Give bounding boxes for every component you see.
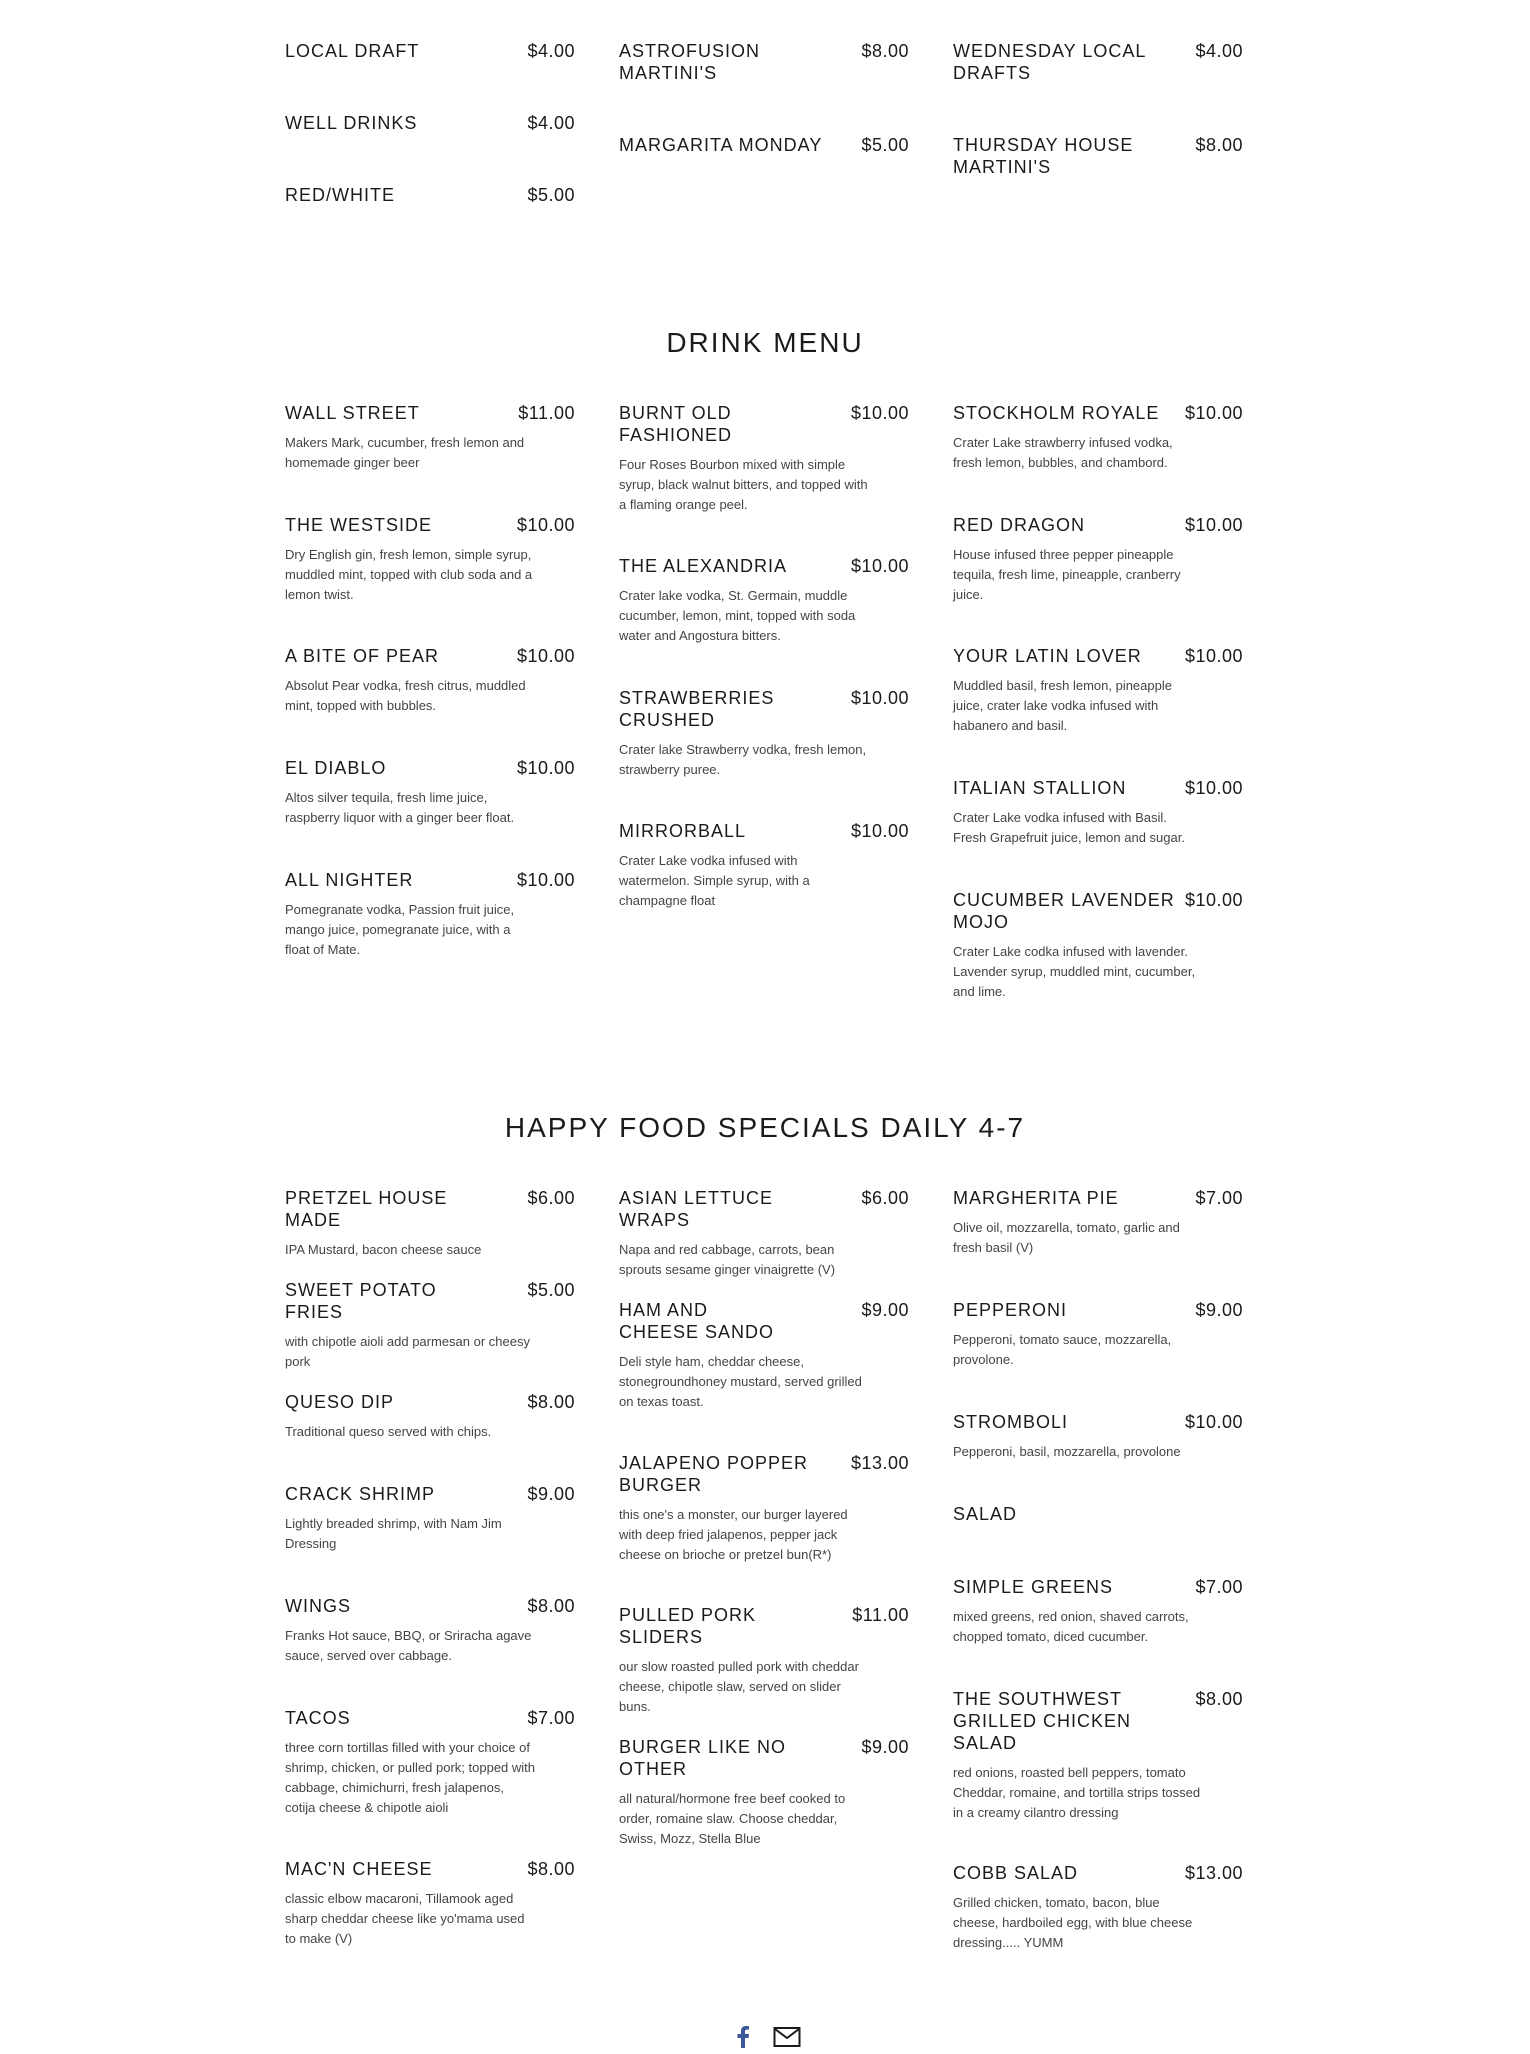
item-description: Absolut Pear vodka, fresh citrus, muddled mint, topped with bubbles.	[285, 678, 526, 713]
item-description: Grilled chicken, tomato, bacon, blue cheese, hardboiled egg, with blue cheese dressing..... YUMM	[953, 1895, 1193, 1950]
item-price: $10.00	[516, 515, 575, 535]
menu-item	[953, 402, 1243, 514]
item-description: all natural/hormone free beef cooked to order, romaine slaw. Choose cheddar, Swiss, Mozz, Stella Blue	[619, 1791, 846, 1846]
item-price: $10.00	[1184, 403, 1243, 423]
menu-item	[619, 1604, 909, 1736]
item-name: THE ALEXANDRIA	[619, 556, 788, 576]
item-price: $7.00	[1195, 1577, 1243, 1597]
item-name: MARGARITA MONDAY	[619, 135, 823, 155]
item-price: $7.00	[1195, 1188, 1243, 1208]
item-name: CUCUMBER LAVENDER MOJO	[953, 890, 1175, 932]
drink-col-3	[953, 402, 1243, 1002]
item-description: IPA Mustard, bacon cheese sauce	[285, 1242, 482, 1257]
item-description: Crater Lake codka infused with lavender. Lavender syrup, muddled mint, cucumber, and lime.	[953, 944, 1196, 999]
item-price: $8.00	[527, 1859, 575, 1879]
menu-item	[953, 514, 1243, 645]
item-price: $10.00	[850, 556, 909, 576]
item-price: $13.00	[1184, 1863, 1243, 1883]
menu-item	[953, 1187, 1243, 1299]
item-price: $10.00	[516, 758, 575, 778]
item-price: $10.00	[850, 688, 909, 708]
item-description: our slow roasted pulled pork with cheddar cheese, chipotle slaw, served on slider buns.	[619, 1659, 859, 1714]
food-col-2	[619, 1187, 909, 1953]
item-name: CRACK SHRIMP	[285, 1484, 436, 1504]
menu-item	[619, 134, 909, 156]
item-description: Makers Mark, cucumber, fresh lemon and homemade ginger beer	[285, 435, 525, 470]
menu-item	[953, 1576, 1243, 1688]
menu-item	[953, 40, 1243, 84]
item-name: RED DRAGON	[953, 515, 1086, 535]
item-name: SALAD	[953, 1504, 1018, 1524]
menu-item	[953, 1299, 1243, 1411]
item-price: $10.00	[850, 821, 909, 841]
item-name: MIRRORBALL	[619, 821, 747, 841]
item-description: mixed greens, red onion, shaved carrots, chopped tomato, diced cucumber.	[953, 1609, 1189, 1644]
item-name: RED/WHITE	[285, 185, 395, 205]
item-name: SIMPLE GREENS	[953, 1577, 1114, 1597]
specials-col-3	[953, 40, 1243, 206]
item-description: Altos silver tequila, fresh lime juice, raspberry liquor with a ginger beer float.	[285, 790, 515, 825]
item-price: $5.00	[527, 185, 575, 205]
item-description: Crater lake vodka, St. Germain, muddle cucumber, lemon, mint, topped with soda water and Angostura bitters.	[619, 588, 856, 643]
item-name: THE SOUTHWEST GRILLED CHICKEN SALAD	[953, 1689, 1132, 1753]
item-price: $5.00	[527, 1280, 575, 1300]
item-description: Crater Lake vodka infused with Basil. Fresh Grapefruit juice, lemon and sugar.	[953, 810, 1185, 845]
item-name: ALL NIGHTER	[285, 870, 414, 890]
item-description: Pepperoni, tomato sauce, mozzarella, provolone.	[953, 1332, 1172, 1367]
item-description: this one's a monster, our burger layered with deep fried jalapenos, pepper jack cheese on brioche or pretzel bun(R*)	[619, 1507, 848, 1562]
menu-item	[619, 687, 909, 820]
item-price: $11.00	[852, 1605, 909, 1625]
item-name: STOCKHOLM ROYALE	[953, 403, 1160, 423]
item-description: Pepperoni, basil, mozzarella, provolone	[953, 1444, 1181, 1459]
menu-item	[953, 889, 1243, 1002]
item-name: COBB SALAD	[953, 1863, 1079, 1883]
menu-item	[619, 820, 909, 911]
item-name: PRETZEL HOUSE MADE	[285, 1188, 448, 1230]
item-name: SWEET POTATO FRIES	[285, 1280, 437, 1322]
item-price: $4.00	[1195, 41, 1243, 61]
item-name: WALL STREET	[285, 403, 420, 423]
drink-menu-section	[285, 402, 1245, 1002]
menu-item	[285, 645, 575, 757]
item-name: PULLED PORK SLIDERS	[619, 1605, 757, 1647]
item-price: $10.00	[516, 870, 575, 890]
item-description: classic elbow macaroni, Tillamook aged sharp cheddar cheese like yo'mama used to make (V)	[285, 1891, 525, 1946]
item-price: $10.00	[1184, 1412, 1243, 1432]
menu-item	[619, 1187, 909, 1299]
item-description: three corn tortillas filled with your choice of shrimp, chicken, or pulled pork; topped with cabbage, chimichurri, fresh jalapenos, cotija cheese & chipotle aioli	[285, 1740, 536, 1815]
item-price: $9.00	[527, 1484, 575, 1504]
item-description: Deli style ham, cheddar cheese, stonegroundhoney mustard, served grilled on texas toast.	[619, 1354, 862, 1409]
item-description: Traditional queso served with chips.	[285, 1424, 492, 1439]
item-name: WELL DRINKS	[285, 113, 418, 133]
item-price: $6.00	[527, 1188, 575, 1208]
item-price: $5.00	[861, 135, 909, 155]
menu-item	[953, 645, 1243, 777]
menu-item	[619, 1736, 909, 1849]
item-price: $10.00	[1184, 890, 1243, 910]
item-price: $8.00	[527, 1596, 575, 1616]
specials-col-2	[619, 40, 909, 206]
item-name: JALAPENO POPPER BURGER	[619, 1453, 809, 1495]
menu-item	[285, 514, 575, 645]
social-links	[0, 2026, 1530, 2054]
item-name: WEDNESDAY LOCAL DRAFTS	[953, 41, 1146, 83]
item-name: PEPPERONI	[953, 1300, 1068, 1320]
item-name: ITALIAN STALLION	[953, 778, 1127, 798]
item-price: $8.00	[1195, 135, 1243, 155]
item-price: $10.00	[1184, 646, 1243, 666]
facebook-glyph	[736, 2026, 750, 2048]
specials-section	[285, 40, 1245, 206]
food-col-1	[285, 1187, 575, 1953]
menu-item	[285, 40, 575, 62]
item-price: $10.00	[1184, 778, 1243, 798]
item-name: A BITE OF PEAR	[285, 646, 440, 666]
item-price: $11.00	[518, 403, 575, 423]
item-price: $7.00	[527, 1708, 575, 1728]
item-price: $9.00	[861, 1300, 909, 1320]
item-description: Crater Lake vodka infused with watermelon. Simple syrup, with a champagne float	[619, 853, 810, 908]
item-price: $10.00	[516, 646, 575, 666]
food-menu-title: HAPPY FOOD SPECIALS DAILY 4-7	[504, 1112, 1026, 1143]
item-name: HAM AND CHEESE SANDO	[619, 1300, 775, 1342]
item-name: EL DIABLO	[285, 758, 387, 778]
drink-col-1	[285, 402, 575, 1002]
menu-item	[953, 1411, 1243, 1503]
menu-item	[953, 1688, 1243, 1862]
menu-item	[953, 1862, 1243, 1953]
menu-item	[285, 1279, 575, 1391]
drink-col-2	[619, 402, 909, 1002]
item-description: Franks Hot sauce, BBQ, or Sriracha agave sauce, served over cabbage.	[285, 1628, 532, 1663]
menu-item	[285, 112, 575, 134]
menu-item	[285, 757, 575, 869]
mail-icon[interactable]	[773, 2026, 801, 2054]
item-name: BURNT OLD FASHIONED	[619, 403, 733, 445]
food-col-3	[953, 1187, 1243, 1953]
item-price: $4.00	[527, 41, 575, 61]
item-description: red onions, roasted bell peppers, tomato Cheddar, romaine, and tortilla strips tossed in a creamy cilantro dressing	[953, 1765, 1201, 1820]
menu-item	[953, 134, 1243, 178]
item-description: with chipotle aioli add parmesan or cheesy pork	[285, 1334, 530, 1369]
item-price: $9.00	[861, 1737, 909, 1757]
item-name: LOCAL DRAFT	[285, 41, 420, 61]
menu-item	[285, 1187, 575, 1279]
item-price: $10.00	[850, 403, 909, 423]
menu-item	[619, 555, 909, 687]
item-description: Napa and red cabbage, carrots, bean sprouts sesame ginger vinaigrette (V)	[619, 1242, 836, 1277]
mail-glyph	[773, 2026, 801, 2048]
item-name: TACOS	[285, 1708, 351, 1728]
item-description: House infused three pepper pineapple tequila, fresh lime, pineapple, cranberry juice.	[953, 547, 1181, 602]
item-price: $9.00	[1195, 1300, 1243, 1320]
facebook-icon[interactable]	[729, 2026, 757, 2054]
menu-item	[619, 402, 909, 555]
item-name: STROMBOLI	[953, 1412, 1069, 1432]
drink-menu-title: DRINK MENU	[666, 327, 864, 358]
item-description: Crater lake Strawberry vodka, fresh lemon, strawberry puree.	[619, 742, 867, 777]
item-description: Dry English gin, fresh lemon, simple syrup, muddled mint, topped with club soda and a lemon twist.	[285, 547, 533, 602]
menu-item	[619, 1452, 909, 1604]
item-name: YOUR LATIN LOVER	[953, 646, 1142, 666]
menu-item	[285, 184, 575, 206]
item-price: $13.00	[850, 1453, 909, 1473]
item-name: ASIAN LETTUCE WRAPS	[619, 1188, 774, 1230]
menu-item	[285, 1483, 575, 1595]
item-price: $4.00	[527, 113, 575, 133]
menu-item	[285, 1595, 575, 1707]
item-name: WINGS	[285, 1596, 351, 1616]
item-name: QUESO DIP	[285, 1392, 395, 1412]
item-description: Four Roses Bourbon mixed with simple syrup, black walnut bitters, and topped with a flaming orange peel.	[619, 457, 868, 512]
item-price: $6.00	[861, 1188, 909, 1208]
menu-item	[285, 1858, 575, 1949]
item-name: BURGER LIKE NO OTHER	[619, 1737, 787, 1779]
specials-col-1	[285, 40, 575, 206]
menu-item	[619, 1299, 909, 1452]
menu-item	[285, 869, 575, 960]
food-menu-section	[285, 1187, 1245, 1953]
item-description: Crater Lake strawberry infused vodka, fresh lemon, bubbles, and chambord.	[953, 435, 1173, 470]
menu-item	[285, 1391, 575, 1483]
item-price: $8.00	[861, 41, 909, 61]
menu-item	[619, 40, 909, 84]
item-description: Pomegranate vodka, Passion fruit juice, mango juice, pomegranate juice, with a float of Mate.	[285, 902, 515, 957]
item-name: THURSDAY HOUSE MARTINI'S	[953, 135, 1134, 177]
item-name: STRAWBERRIES CRUSHED	[619, 688, 775, 730]
item-name: ASTROFUSION MARTINI'S	[619, 41, 761, 83]
item-description: Lightly breaded shrimp, with Nam Jim Dressing	[285, 1516, 502, 1551]
item-name: THE WESTSIDE	[285, 515, 433, 535]
item-price: $10.00	[1184, 515, 1243, 535]
menu-item	[953, 777, 1243, 889]
item-description: Muddled basil, fresh lemon, pineapple juice, crater lake vodka infused with habanero and basil.	[953, 678, 1172, 733]
item-description: Olive oil, mozzarella, tomato, garlic and fresh basil (V)	[953, 1220, 1180, 1255]
item-price: $8.00	[527, 1392, 575, 1412]
menu-item	[285, 1707, 575, 1858]
menu-heading-salad	[953, 1503, 1243, 1576]
item-name: MAC'N CHEESE	[285, 1859, 433, 1879]
item-price: $8.00	[1195, 1689, 1243, 1709]
item-name: MARGHERITA PIE	[953, 1188, 1119, 1208]
menu-item	[285, 402, 575, 514]
